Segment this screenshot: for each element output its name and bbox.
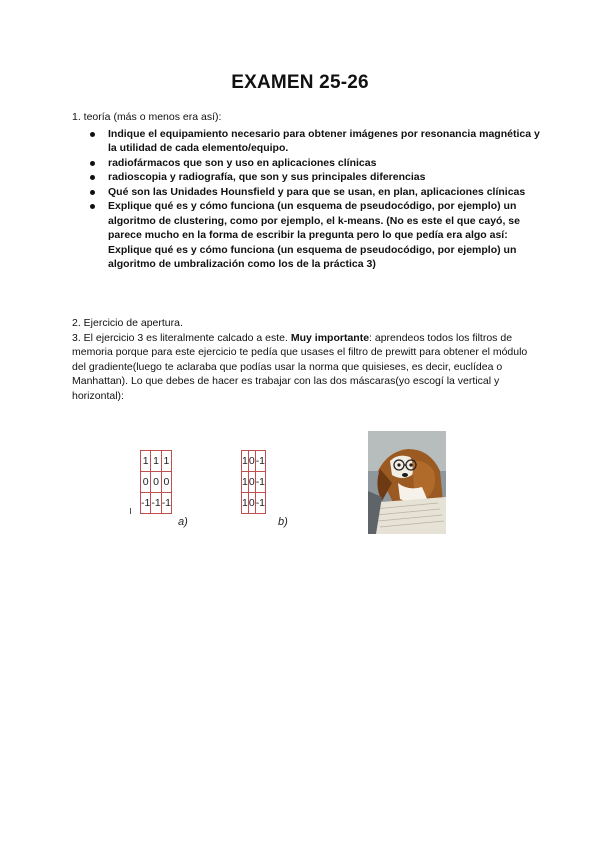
list-item xyxy=(108,185,542,200)
mask-cell: 1 xyxy=(141,451,151,472)
exercise-section xyxy=(72,316,532,403)
document-title: EXAMEN 25-26 xyxy=(231,72,369,93)
mask-cell: 0 xyxy=(248,451,255,472)
theory-intro: 1. teoría (más o menos era así): xyxy=(72,111,222,123)
mask-cell: -1 xyxy=(161,493,171,514)
bullet-icon xyxy=(90,175,95,180)
question-text: Explique qué es y cómo funciona (un esquema de pseudocódigo, por ejemplo) un algoritmo de clustering, como por ejemplo, el k-means. (No es este el que cayó, se parece mucho en la forma de escribir la pregunta pero lo que pedía era algo así: Explique qué es y cómo funciona (un esquema de pseudocódigo, por ejemplo) un algoritmo de umbralización como los de la práctica 3) xyxy=(108,200,520,270)
mask-cell: 0 xyxy=(248,493,255,514)
mask-cell: 1 xyxy=(151,451,161,472)
table-row xyxy=(242,472,266,493)
question-text: Qué son las Unidades Hounsfield y para que se usan, en plan, aplicaciones clínicas xyxy=(108,185,526,198)
question-text: radiofármacos que son y uso en aplicaciones clínicas xyxy=(108,156,377,169)
question-text: Indique el equipamiento necesario para obtener imágenes por resonancia magnética y la utilidad de cada elemento/equipo. xyxy=(108,127,540,154)
list-item xyxy=(108,127,542,156)
mask-b-table xyxy=(241,450,266,514)
bullet-icon xyxy=(90,161,95,166)
mask-cell: 0 xyxy=(248,472,255,493)
mask-cell: 0 xyxy=(151,472,161,493)
important-note: Muy importante xyxy=(290,331,370,344)
bullet-icon xyxy=(90,190,95,195)
exercise-3-start: 3. El ejercicio 3 es literalmente calcado a este. xyxy=(72,331,291,344)
mask-cell: 1 xyxy=(161,451,171,472)
list-item xyxy=(108,170,542,185)
mask-a-label: a) xyxy=(178,516,188,528)
list-item xyxy=(108,199,542,272)
table-row xyxy=(242,493,266,514)
exercise-3-text xyxy=(72,331,532,404)
dog-with-glasses-image xyxy=(368,431,446,534)
mask-cell: -1 xyxy=(255,472,265,493)
mask-cell: 1 xyxy=(242,472,249,493)
mask-cell: 0 xyxy=(141,472,151,493)
mask-cell: -1 xyxy=(255,493,265,514)
bullet-icon xyxy=(90,132,95,137)
theory-question-list xyxy=(72,127,542,272)
mask-cell: -1 xyxy=(151,493,161,514)
mask-cell: 1 xyxy=(242,451,249,472)
mask-cell: 0 xyxy=(161,472,171,493)
mask-cell: -1 xyxy=(255,451,265,472)
table-row xyxy=(141,472,172,493)
table-row xyxy=(141,451,172,472)
theory-section xyxy=(72,110,542,272)
mask-b-label: b) xyxy=(278,516,288,528)
mask-cell: -1 xyxy=(141,493,151,514)
exercise-3-end: : aprendeos todos los filtros de memoria porque para este ejercicio te pedía que usases el filtro de prewitt para obtener el módulo del gradiente(luego te aclaraba que podías usar la norma que quisieses, es decir, euclídea o Manhattan). Lo que debes de hacer es trabajar con las dos máscaras(yo escogí la vertical y horizontal): xyxy=(72,331,528,402)
dog-photo xyxy=(368,431,446,534)
exercise-2-text: 2. Ejercicio de apertura. xyxy=(72,317,183,329)
figure-mark xyxy=(130,508,131,514)
table-row xyxy=(141,493,172,514)
mask-a-table xyxy=(140,450,172,514)
bullet-icon xyxy=(90,204,95,209)
table-row xyxy=(242,451,266,472)
question-text: radioscopia y radiografía, que son y sus principales diferencias xyxy=(108,171,426,183)
list-item xyxy=(108,156,542,171)
mask-cell: 1 xyxy=(242,493,249,514)
